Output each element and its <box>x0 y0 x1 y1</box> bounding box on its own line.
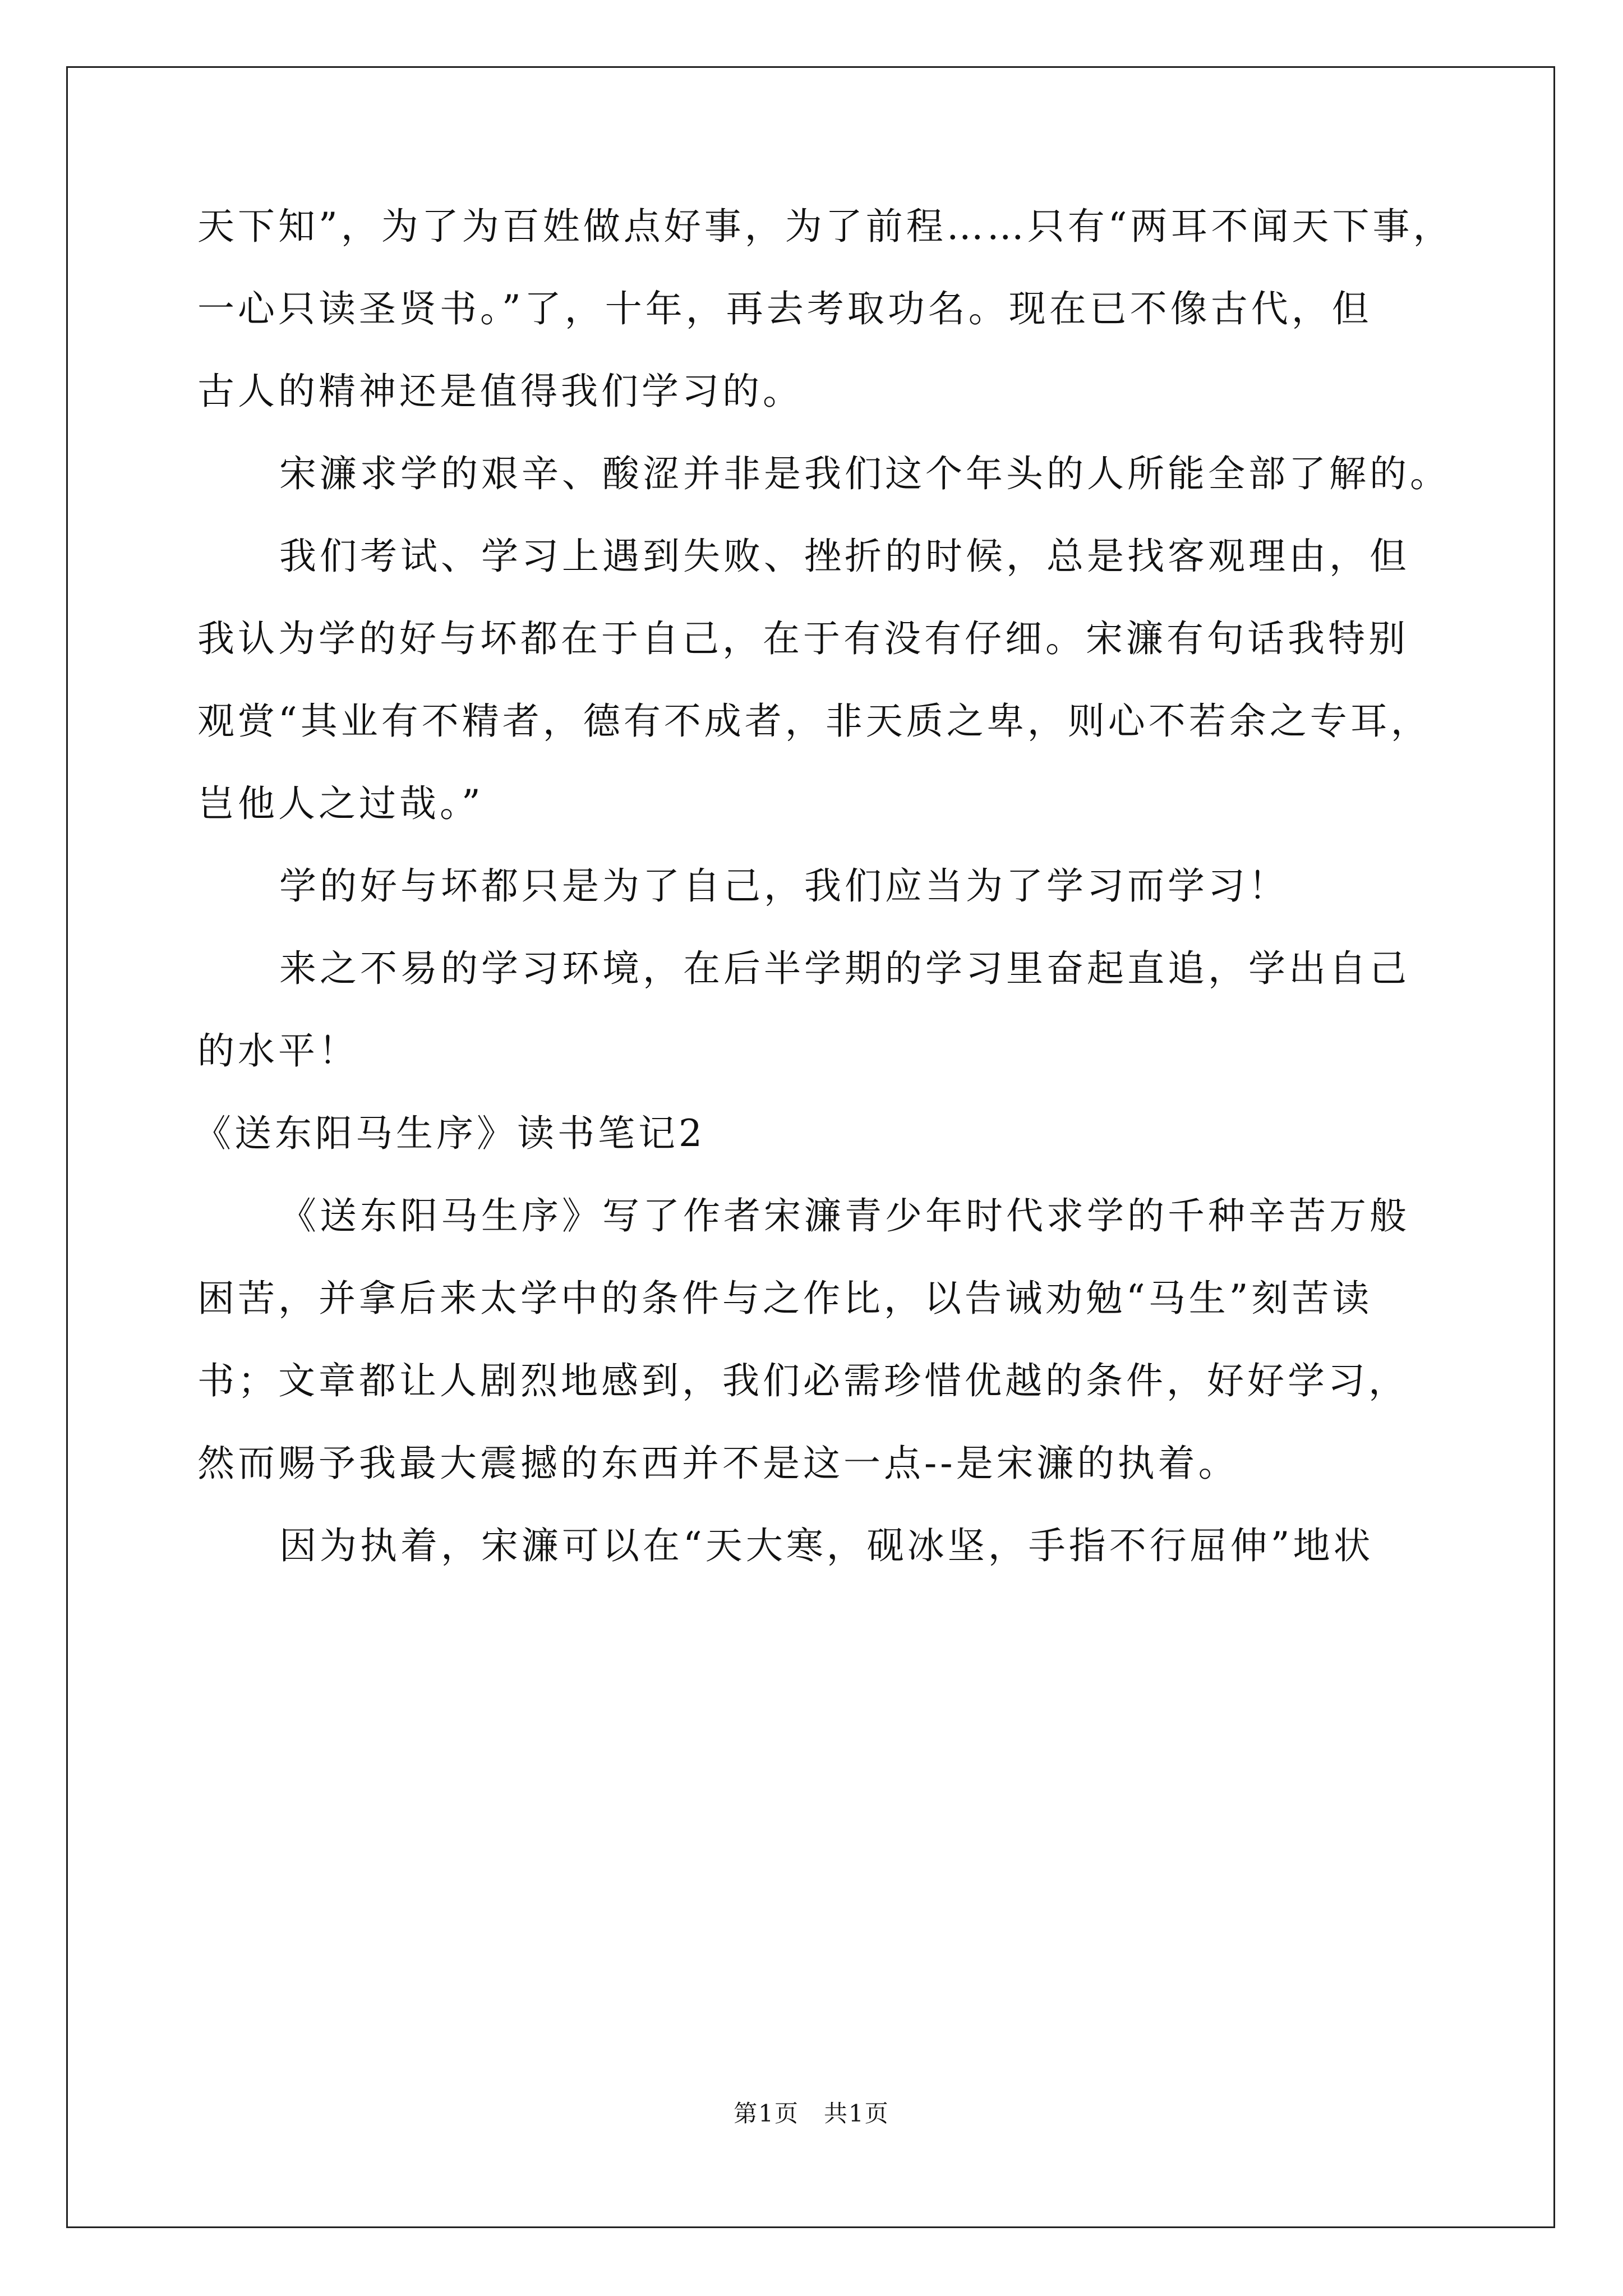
text-line: 观赏“其业有不精者，德有不成者，非天质之卑，则心不若余之专耳， <box>197 700 1431 743</box>
paragraph-start: 来之不易的学习环境，在后半学期的学习里奋起直追，学出自己 <box>279 947 1410 990</box>
text-line: 古人的精神还是值得我们学习的。 <box>197 370 803 413</box>
page-footer: 第1页 共1页 <box>734 2100 889 2127</box>
text-line: 一心只读圣贤书。”了，十年，再去考取功名。现在已不像古代，但 <box>197 287 1372 330</box>
text-line: 书；文章都让人剧烈地感到，我们必需珍惜优越的条件，好好学习， <box>197 1359 1409 1402</box>
paragraph-start: 因为执着，宋濂可以在“天大寒，砚冰坚，手指不行屈伸”地状 <box>279 1524 1374 1567</box>
document-body <box>194 185 1454 1587</box>
text-line: 的水平！ <box>197 1029 359 1073</box>
paragraph-start: 《送东阳马生序》写了作者宋濂青少年时代求学的千种辛苦万般 <box>279 1194 1410 1237</box>
paragraph-start: 学的好与坏都只是为了自己，我们应当为了学习而学习！ <box>279 864 1289 908</box>
text-line: 然而赐予我最大震撼的东西并不是这一点--是宋濂的执着。 <box>197 1442 1239 1485</box>
section-heading: 《送东阳马生序》读书笔记2 <box>194 1112 706 1155</box>
text-line: 天下知”，为了为百姓做点好事，为了前程……只有“两耳不闻天下事， <box>197 205 1454 248</box>
paragraph-start: 我们考试、学习上遇到失败、挫折的时候，总是找客观理由，但 <box>279 535 1410 578</box>
text-line: 岂他人之过哉。” <box>197 782 484 825</box>
text-line: 困苦，并拿后来太学中的条件与之作比，以告诫劝勉“马生”刻苦读 <box>197 1277 1373 1320</box>
text-line: 我认为学的好与坏都在于自己，在于有没有仔细。宋濂有句话我特别 <box>197 617 1409 660</box>
paragraph-start: 宋濂求学的艰辛、酸涩并非是我们这个年头的人所能全部了解的。 <box>279 452 1450 495</box>
